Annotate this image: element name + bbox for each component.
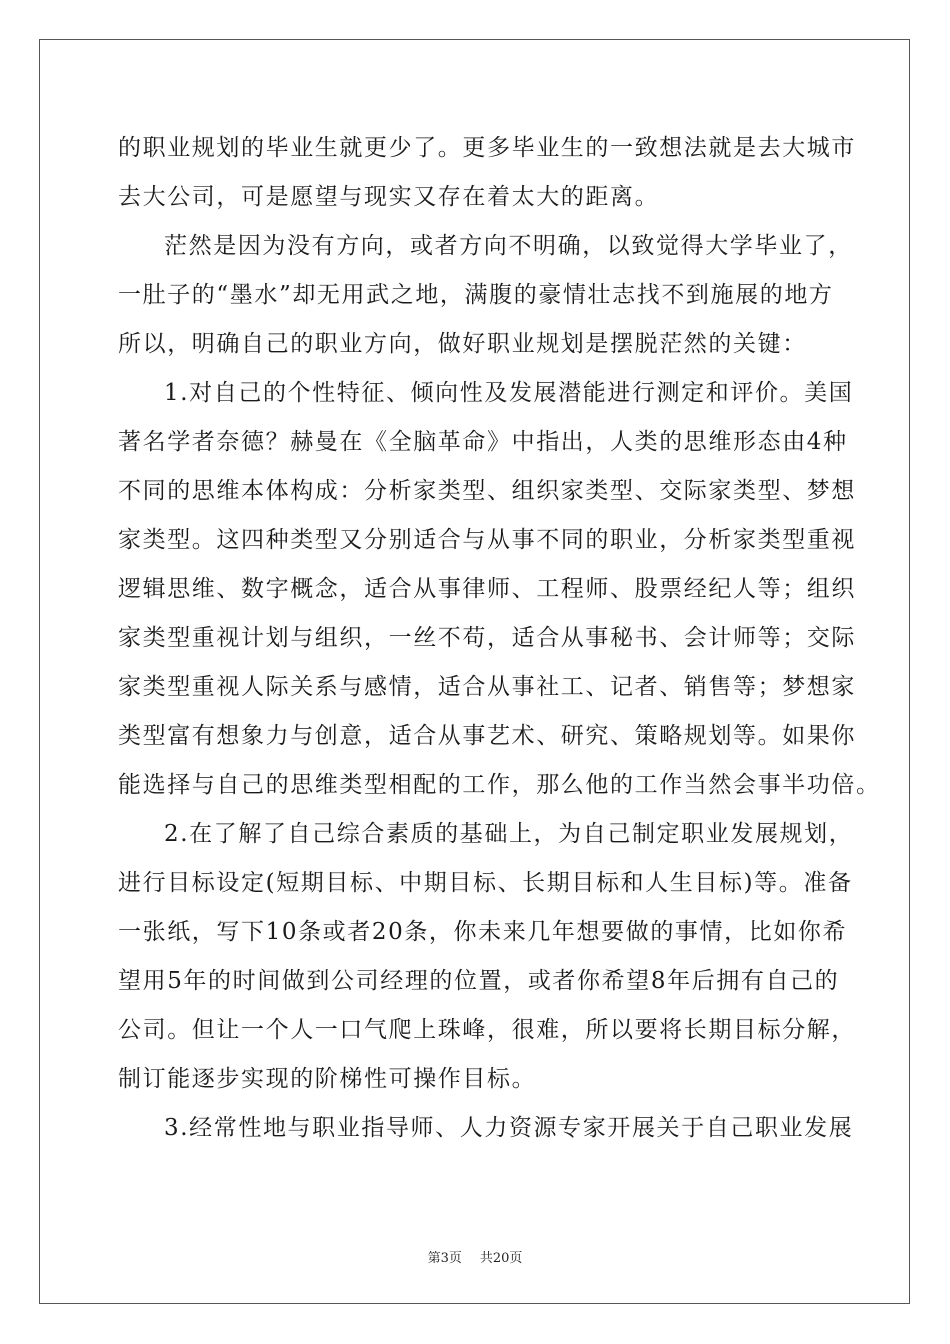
- text-line: 的职业规划的毕业生就更少了。更多毕业生的一致想法就是去大城市: [118, 135, 856, 161]
- text-line: 2.在了解了自己综合素质的基础上，为自己制定职业发展规划，: [164, 821, 854, 847]
- text-line: 能选择与自己的思维类型相配的工作，那么他的工作当然会事半功倍。: [118, 772, 881, 798]
- text-line: 制订能逐步实现的阶梯性可操作目标。: [118, 1066, 537, 1092]
- text-line: 家类型重视人际关系与感情，适合从事社工、记者、销售等；梦想家: [118, 674, 856, 700]
- page-footer: [0, 1247, 950, 1266]
- text-line: 家类型。这四种类型又分别适合与从事不同的职业，分析家类型重视: [118, 527, 856, 553]
- text-line: 所以，明确自己的职业方向，做好职业规划是摆脱茫然的关键：: [118, 331, 807, 357]
- text-line: 逻辑思维、数字概念，适合从事律师、工程师、股票经纪人等；组织: [118, 576, 856, 602]
- text-line: 望用5年的时间做到公司经理的位置，或者你希望8年后拥有自己的: [118, 968, 840, 994]
- text-line: 类型富有想象力与创意，适合从事艺术、研究、策略规划等。如果你: [118, 723, 856, 749]
- current-page-number: 第3页: [427, 1251, 462, 1266]
- document-body: [118, 124, 881, 1153]
- text-line: 3.经常性地与职业指导师、人力资源专家开展关于自己职业发展: [164, 1115, 854, 1141]
- text-line: 公司。但让一个人一口气爬上珠峰，很难，所以要将长期目标分解，: [118, 1017, 856, 1043]
- total-pages: 共20页: [479, 1251, 523, 1266]
- text-line: 家类型重视计划与组织，一丝不苟，适合从事秘书、会计师等；交际: [118, 625, 856, 651]
- text-line: 进行目标设定(短期目标、中期目标、长期目标和人生目标)等。准备: [118, 870, 853, 896]
- text-line: 一张纸，写下10条或者20条，你未来几年想要做的事情，比如你希: [118, 919, 848, 945]
- text-line: 著名学者奈德？赫曼在《全脑革命》中指出，人类的思维形态由4种: [118, 429, 848, 455]
- text-line: 茫然是因为没有方向，或者方向不明确，以致觉得大学毕业了，: [164, 233, 853, 259]
- text-line: 去大公司，可是愿望与现实又存在着太大的距离。: [118, 184, 660, 210]
- text-line: 1.对自己的个性特征、倾向性及发展潜能进行测定和评价。美国: [164, 380, 854, 406]
- text-line: 不同的思维本体构成：分析家类型、组织家类型、交际家类型、梦想: [118, 478, 856, 504]
- text-line: 一肚子的“墨水”却无用武之地，满腹的豪情壮志找不到施展的地方: [118, 282, 834, 308]
